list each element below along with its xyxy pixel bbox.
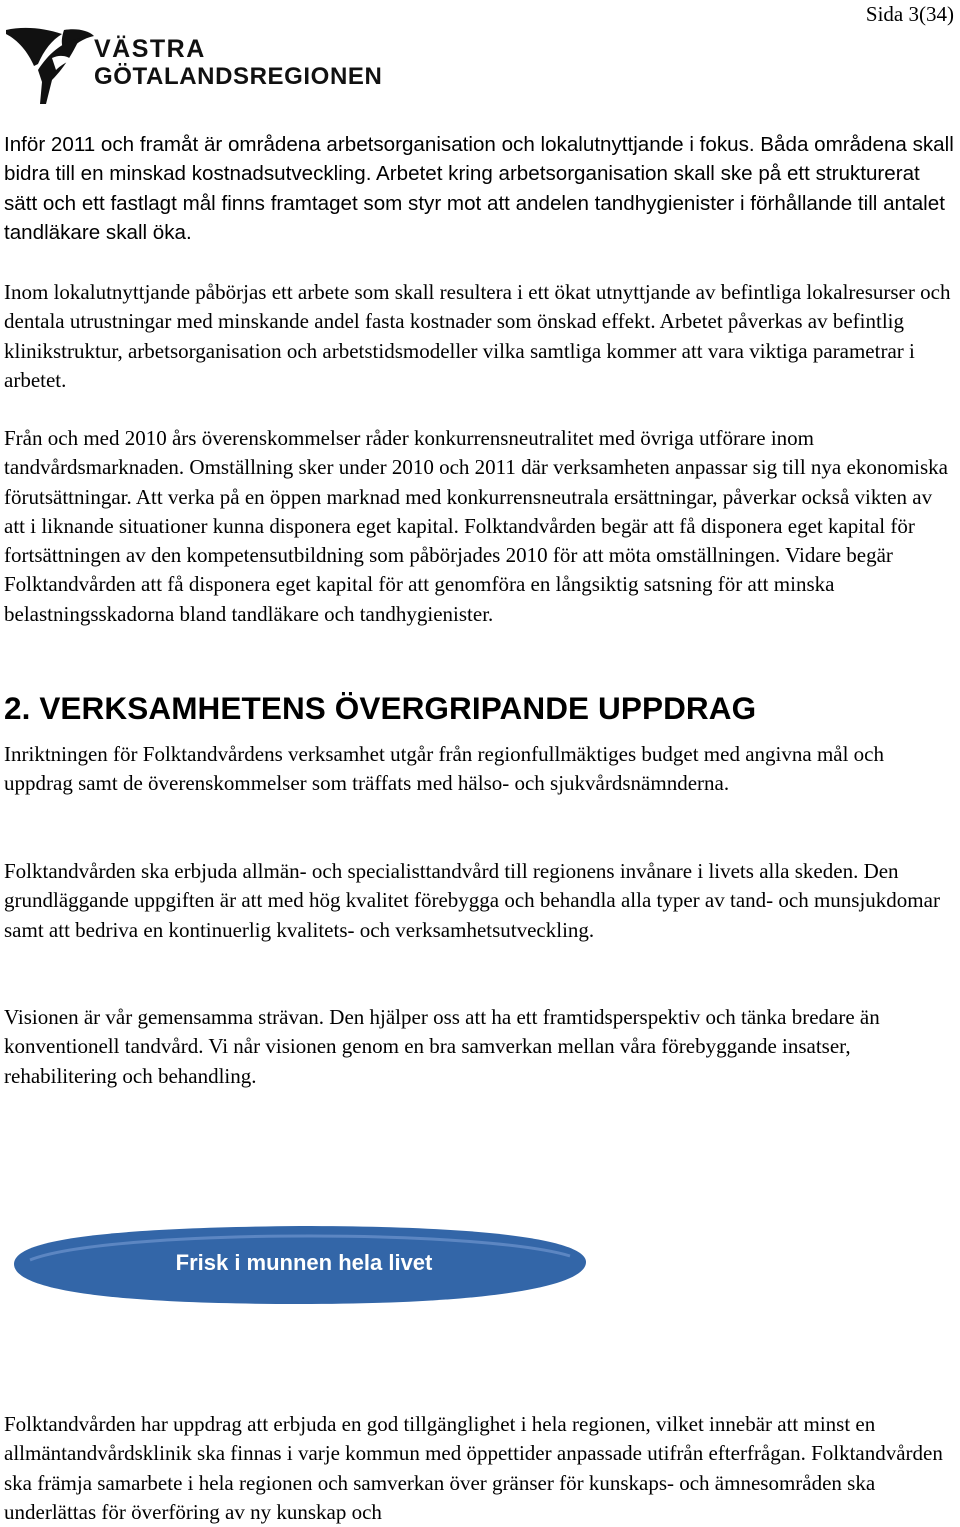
- paragraph-lokalutnyttjande: Inom lokalutnyttjande påbörjas ett arbete som skall resultera i ett ökat utnyttjande av befintliga lokalresurser och dentala utrustningar med minskande andel fasta kostnader som önskad effekt. Arbetet påverkas av befintlig klinikstruktur, arbetsorganisation och arbetstidsmodeller vilka samtliga kommer att vara viktiga parametrar i arbetet.: [4, 280, 951, 392]
- paragraph-tillganglighet: Folktandvården har uppdrag att erbjuda en god tillgänglighet i hela regionen, vilket innebär att minst en allmäntandvårdsklinik ska finnas i varje kommun med öppettider anpassade utifrån efterfrågan. Folktandvården ska främja samarbete i hela regionen och samverkan över gränser för kunskaps- och ämnesområden ska underlättas för överföring av ny kunskap och: [4, 1412, 943, 1524]
- vastra-gotalandsregionen-logo: [4, 24, 390, 106]
- paragraph-inriktning: Inriktningen för Folktandvårdens verksamhet utgår från regionfullmäktiges budget med angivna mål och uppdrag samt de överenskommelser som träffats med hälso- och sjukvårdsnämnderna.: [4, 742, 885, 796]
- vision-banner: [10, 1210, 590, 1318]
- logo-line-1: VÄSTRA: [94, 35, 206, 63]
- page-number: Sida 3(34): [865, 2, 954, 26]
- paragraph-organisation: Inför 2011 och framåt är områdena arbetsorganisation och lokalutnyttjande i fokus. Båda områdena skall bidra till en minskad kostnadsutveckling. Arbetet kring arbetsorganisation skall ske på ett strukturerat sätt och ett fastlagt mål finns framtaget som styr mot att andelen tandhygienister i förhållande till antalet tandläkare skall öka.: [4, 133, 954, 244]
- paragraph-konkurrensneutralitet: Från och med 2010 års överenskommelser råder konkurrensneutralitet med övriga utförare inom tandvårdsmarknaden. Omställning sker under 2010 och 2011 där verksamheten anpassar sig till nya ekonomiska förutsättningar. Att verka på en öppen marknad med konkurrensneutrala ersättningar, påverkar också vikten av att i liknande situationer kunna disponera eget kapital. Folktandvården begär att få disponera eget kapital för fortsättningen av den kompetensutbildning som påbörjades 2010 för att möta omställningen. Vidare begär Folktandvården att få disponera eget kapital för att genomföra en långsiktig satsning för att minska belastningsskadorna bland tandläkare och tandhygienister.: [4, 426, 948, 626]
- paragraph-uppdrag: Folktandvården ska erbjuda allmän- och specialisttandvård till regionens invånare i livets alla skeden. Den grundläggande uppgiften är att med hög kvalitet förebygga och behandla alla typer av tand- och munsjukdomar samt att bedriva en kontinuerlig kvalitets- och verksamhetsutveckling.: [4, 859, 940, 942]
- banner-text: Frisk i munnen hela livet: [175, 1250, 433, 1275]
- paragraph-vision: Visionen är vår gemensamma strävan. Den hjälper oss att ha ett framtidsperspektiv och tänka bredare än konventionell tandvård. Vi når visionen genom en bra samverkan mellan våra förebyggande insatser, rehabilitering och behandling.: [4, 1005, 880, 1088]
- logo-emblem-icon: [4, 24, 94, 106]
- section-heading: 2. VERKSAMHETENS ÖVERGRIPANDE UPPDRAG: [4, 690, 757, 726]
- logo-line-2: GÖTALANDSREGIONEN: [94, 63, 383, 90]
